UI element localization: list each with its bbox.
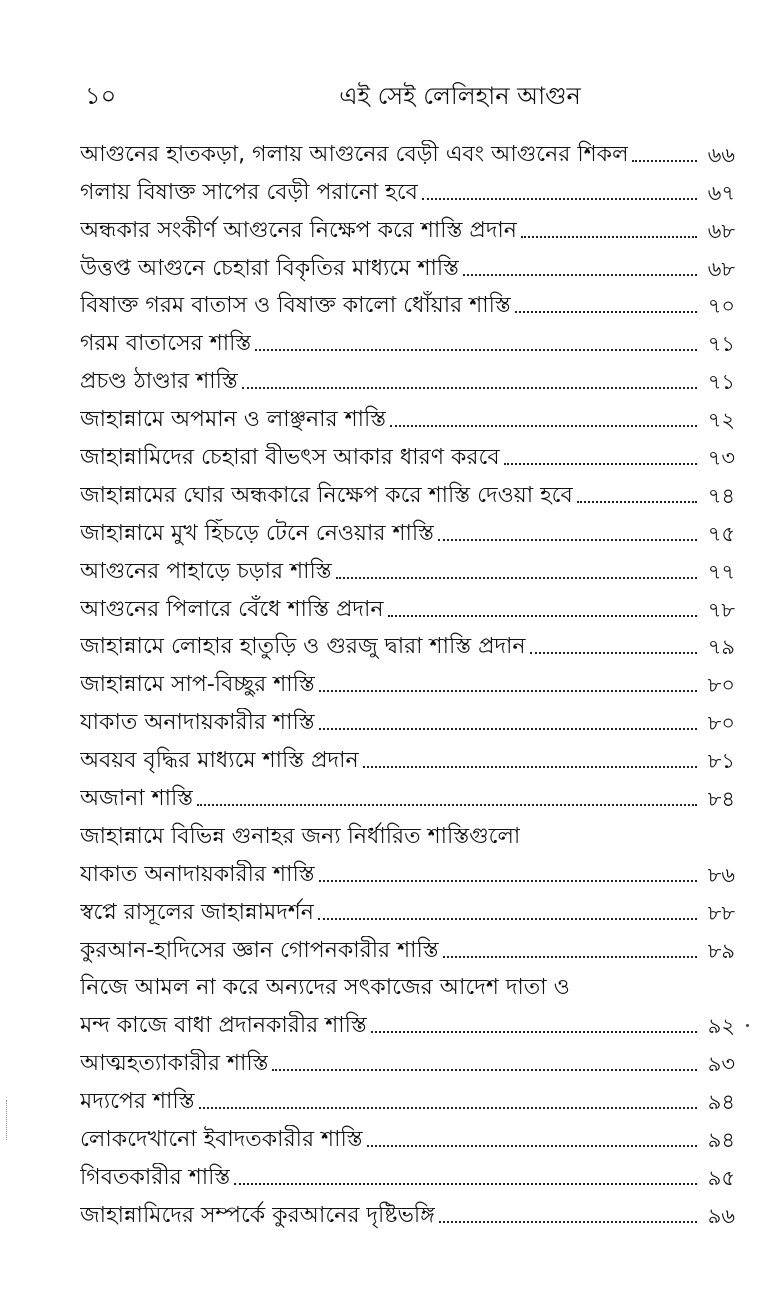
- toc-entry-title: যাকাত অনাদায়কারীর শাস্তি: [80, 861, 315, 887]
- toc-entry-page: ৭২: [707, 408, 735, 433]
- toc-entry-title: যাকাত অনাদায়কারীর শাস্তি: [80, 710, 315, 736]
- toc-entry: [80, 814, 735, 852]
- toc-entry: [80, 625, 735, 663]
- dot-leader: [255, 349, 697, 351]
- dot-leader: [422, 198, 697, 200]
- toc-entry-title: আগুনের পিলারে বেঁধে শাস্তি প্রদান: [80, 596, 384, 622]
- dot-leader: [199, 1107, 697, 1109]
- toc-entry-page: ৯৬: [707, 1203, 735, 1228]
- toc-entry: [80, 1117, 735, 1155]
- toc-entry-page: ৯৪: [707, 1128, 735, 1153]
- toc-entry-page: ৭৭: [707, 559, 735, 584]
- dot-leader: [371, 1031, 697, 1033]
- toc-entry-title: অবয়ব বৃদ্ধির মাধ্যমে শাস্তি প্রদান: [80, 748, 359, 774]
- dot-leader: [388, 615, 697, 617]
- toc-entry-page: ৮০: [707, 673, 735, 698]
- dot-leader: [530, 652, 697, 654]
- dot-leader: [363, 766, 697, 768]
- toc-entry-page: ৬৮: [707, 218, 735, 243]
- toc-entry-title: প্রচণ্ড ঠাণ্ডার শাস্তি: [80, 369, 238, 395]
- toc-entry: [80, 1155, 735, 1193]
- toc-entry: [80, 700, 735, 738]
- toc-entry-title: জাহান্নামে বিভিন্ন গুনাহর জন্য নির্ধারিত শাস্তিগুলো: [80, 823, 521, 849]
- toc-entry: [80, 890, 735, 928]
- dot-leader: [390, 425, 697, 427]
- dot-leader: [632, 160, 697, 162]
- dot-leader: [319, 880, 697, 882]
- toc-entry-page: ৮৬: [707, 862, 735, 887]
- toc-entry: [80, 662, 735, 700]
- toc-entry-title: জাহান্নামিদের সম্পর্কে কুরআনের দৃষ্টিভঙ্গি: [80, 1202, 435, 1228]
- toc-entry: [80, 208, 735, 246]
- toc-entry: [80, 928, 735, 966]
- toc-entry-title: জাহান্নামের ঘোর অন্ধকারে নিক্ষেপ করে শাস্তি দেওয়া হবে: [80, 482, 573, 508]
- toc-entry: [80, 511, 735, 549]
- toc-entry-title: মদ্যপের শাস্তি: [80, 1089, 195, 1115]
- stray-dot: [746, 1024, 749, 1027]
- dot-leader: [272, 1069, 697, 1071]
- toc-entry-page: ৮৯: [707, 938, 735, 963]
- toc-entry-page: ৭৩: [707, 446, 735, 471]
- dot-leader: [463, 274, 697, 276]
- toc-entry: [80, 170, 735, 208]
- dot-leader: [197, 804, 697, 806]
- toc-entry-title: নিজে আমল না করে অন্যদের সৎকাজের আদেশ দাতা ও: [80, 975, 570, 1001]
- toc-entry: [80, 1003, 735, 1041]
- toc-entry: [80, 549, 735, 587]
- toc-entry: [80, 1041, 735, 1079]
- toc-entry-title: আগুনের পাহাড়ে চড়ার শাস্তি: [80, 558, 332, 584]
- dot-leader: [515, 311, 697, 313]
- toc-entry-page: ৬৭: [707, 180, 735, 205]
- toc-entry-title: জাহান্নামে সাপ-বিচ্ছুর শাস্তি: [80, 672, 315, 698]
- toc-entry-page: ৭৯: [707, 635, 735, 660]
- toc-entry-title: জাহান্নামে অপমান ও লাঞ্ছনার শাস্তি: [80, 407, 387, 433]
- toc-entry-title: আগুনের হাতকড়া, গলায় আগুনের বেড়ী এবং আগুনের শিকল: [80, 141, 629, 167]
- toc-entry-title: আত্মহত্যাকারীর শাস্তি: [80, 1051, 269, 1077]
- dot-leader: [577, 501, 697, 503]
- dot-leader: [242, 387, 697, 389]
- dot-leader: [438, 539, 697, 541]
- toc-entry-title: গলায় বিষাক্ত সাপের বেড়ী পরানো হবে: [80, 179, 418, 205]
- toc-entry-title: জাহান্নামে লোহার হাতুড়ি ও গুরজু দ্বারা শাস্তি প্রদান: [80, 634, 526, 660]
- toc-entry-page: ৬৬: [707, 142, 735, 167]
- dot-leader: [234, 1183, 697, 1185]
- toc-entry-page: ৭৮: [707, 597, 735, 622]
- toc-entry-page: ৯২: [707, 1014, 735, 1039]
- toc-entry: [80, 852, 735, 890]
- dot-leader: [336, 577, 697, 579]
- toc-entry: [80, 1079, 735, 1117]
- toc-entry-title: গিবতকারীর শাস্তি: [80, 1164, 231, 1190]
- dot-leader: [319, 728, 697, 730]
- toc-entry: [80, 776, 735, 814]
- dot-leader: [319, 690, 697, 692]
- toc-entry: [80, 587, 735, 625]
- toc-entry: [80, 1193, 735, 1231]
- toc-entry: [80, 284, 735, 322]
- toc-entry-page: ৮৮: [707, 900, 735, 925]
- toc-entry-page: ৯৫: [707, 1165, 735, 1190]
- toc-entry: [80, 132, 735, 170]
- page-number: ১০: [85, 82, 117, 110]
- toc-entry-title: লোকদেখানো ইবাদতকারীর শাস্তি: [80, 1127, 363, 1153]
- toc-entry: [80, 397, 735, 435]
- toc-entry: [80, 473, 735, 511]
- toc-entry-page: ৬৮: [707, 256, 735, 281]
- toc-entry: [80, 246, 735, 284]
- toc-entry: [80, 738, 735, 776]
- toc-entry-page: ৮১: [707, 749, 735, 774]
- toc-entry-title: জাহান্নামে মুখ হিঁচড়ে টেনে নেওয়ার শাস্তি: [80, 520, 434, 546]
- toc-entry-title: কুরআন-হাদিসের জ্ঞান গোপনকারীর শাস্তি: [80, 937, 439, 963]
- toc-entry: [80, 435, 735, 473]
- dot-leader: [439, 1221, 697, 1223]
- dot-leader: [443, 956, 697, 958]
- toc-entry-page: ৮৪: [707, 787, 735, 812]
- toc-entry: [80, 966, 735, 1004]
- toc-entry-page: ৭৪: [707, 483, 735, 508]
- running-title: এই সেই লেলিহান আগুন: [339, 82, 581, 110]
- toc-entry: [80, 321, 735, 359]
- toc-entry: [80, 359, 735, 397]
- toc-entry-page: ৭৫: [707, 521, 735, 546]
- toc-entry-page: ৮০: [707, 711, 735, 736]
- dot-leader: [504, 463, 697, 465]
- toc-entry-page: ৭১: [707, 370, 735, 395]
- toc-entry-title: জাহান্নামিদের চেহারা বীভৎস আকার ধারণ করবে: [80, 445, 500, 471]
- toc-entry-page: ৯৪: [707, 1090, 735, 1115]
- page-header: [85, 78, 725, 118]
- margin-mark: [6, 1100, 9, 1140]
- toc-entry-title: মন্দ কাজে বাধা প্রদানকারীর শাস্তি: [80, 1013, 367, 1039]
- dot-leader: [521, 236, 697, 238]
- dot-leader: [367, 1145, 697, 1147]
- toc-entry-page: ৭১: [707, 332, 735, 357]
- toc-entry-page: ৯৩: [707, 1052, 735, 1077]
- toc-entry-title: বিষাক্ত গরম বাতাস ও বিষাক্ত কালো ধোঁয়ার শাস্তি: [80, 293, 511, 319]
- toc-entry-title: অজানা শাস্তি: [80, 786, 194, 812]
- dot-leader: [318, 918, 697, 920]
- table-of-contents: [80, 132, 735, 1231]
- toc-entry-title: উত্তপ্ত আগুনে চেহারা বিকৃতির মাধ্যমে শাস্তি: [80, 255, 459, 281]
- toc-entry-page: ৭০: [707, 294, 735, 319]
- toc-entry-title: অন্ধকার সংকীর্ণ আগুনের নিক্ষেপ করে শাস্তি প্রদান: [80, 217, 517, 243]
- toc-entry-title: স্বপ্নে রাসূলের জাহান্নামদর্শন: [80, 899, 314, 925]
- toc-entry-title: গরম বাতাসের শাস্তি: [80, 331, 252, 357]
